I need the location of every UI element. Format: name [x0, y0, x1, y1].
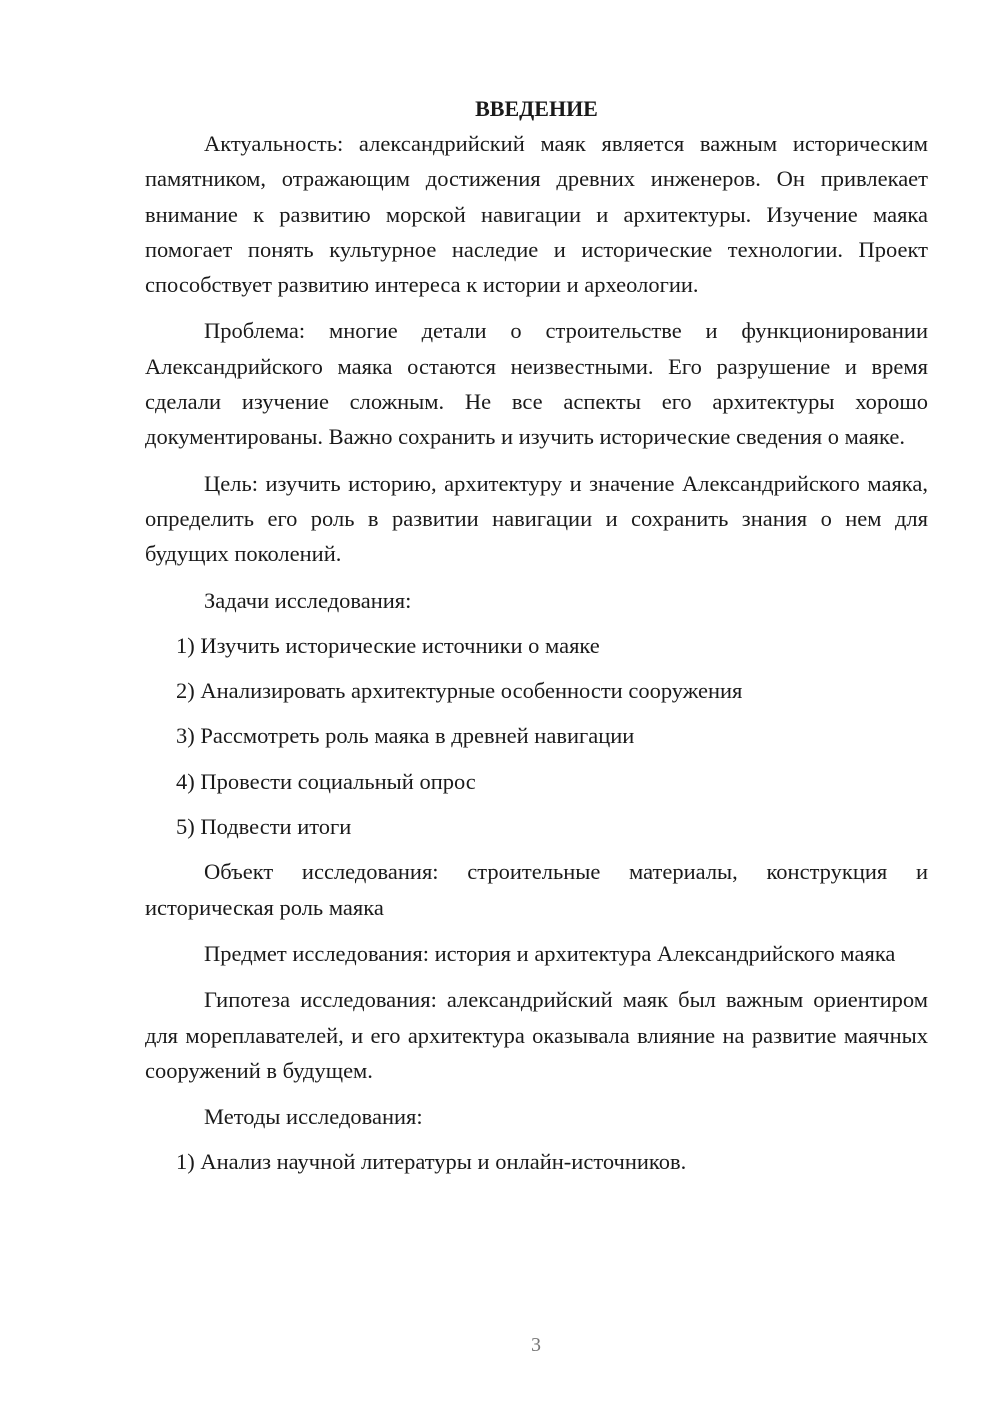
subject-paragraph: Предмет исследования: история и архитектура Александрийского маяка	[204, 940, 896, 966]
methods-list	[145, 1144, 928, 1179]
method-item: 1) Анализ научной литературы и онлайн-источников.	[176, 1149, 687, 1175]
hypothesis-paragraph: Гипотеза исследования: александрийский маяк был важным ориентиром для мореплавателей, и его архитектура оказывала влияние на развитие маячных сооружений в будущем.	[145, 987, 928, 1083]
task-item: 2) Анализировать архитектурные особенности сооружения	[176, 678, 743, 704]
task-item: 5) Подвести итоги	[176, 814, 352, 840]
task-item: 3) Рассмотреть роль маяка в древней навигации	[176, 723, 635, 749]
page-title: ВВЕДЕНИЕ	[475, 96, 598, 121]
task-item: 4) Провести социальный опрос	[176, 768, 476, 794]
document-page	[145, 94, 928, 1190]
tasks-label: Задачи исследования:	[204, 587, 412, 613]
problem-paragraph: Проблема: многие детали о строительстве и функционировании Александрийского маяка остаются неизвестными. Его разрушение и время сделали изучение сложным. Не все аспекты его архитектуры хорошо документированы. Важно сохранить и изучить исторические сведения о маяке.	[145, 318, 928, 450]
tasks-list	[145, 628, 928, 844]
relevance-paragraph: Актуальность: александрийский маяк является важным историческим памятником, отражающим достижения древних инженеров. Он привлекает внимание к развитию морской навигации и архитектуры. Изучение маяка помогает понять культурное наследие и исторические технологии. Проект способствует развитию интереса к истории и археологии.	[145, 131, 928, 298]
object-paragraph: Объект исследования: строительные материалы, конструкция и историческая роль маяка	[145, 859, 928, 920]
methods-label: Методы исследования:	[204, 1104, 423, 1130]
goal-paragraph: Цель: изучить историю, архитектуру и значение Александрийского маяка, определить его роль в развитии навигации и сохранить знания о нем для будущих поколений.	[145, 470, 928, 567]
task-item: 1) Изучить исторические источники о маяке	[176, 632, 600, 658]
page-number: 3	[531, 1334, 541, 1356]
